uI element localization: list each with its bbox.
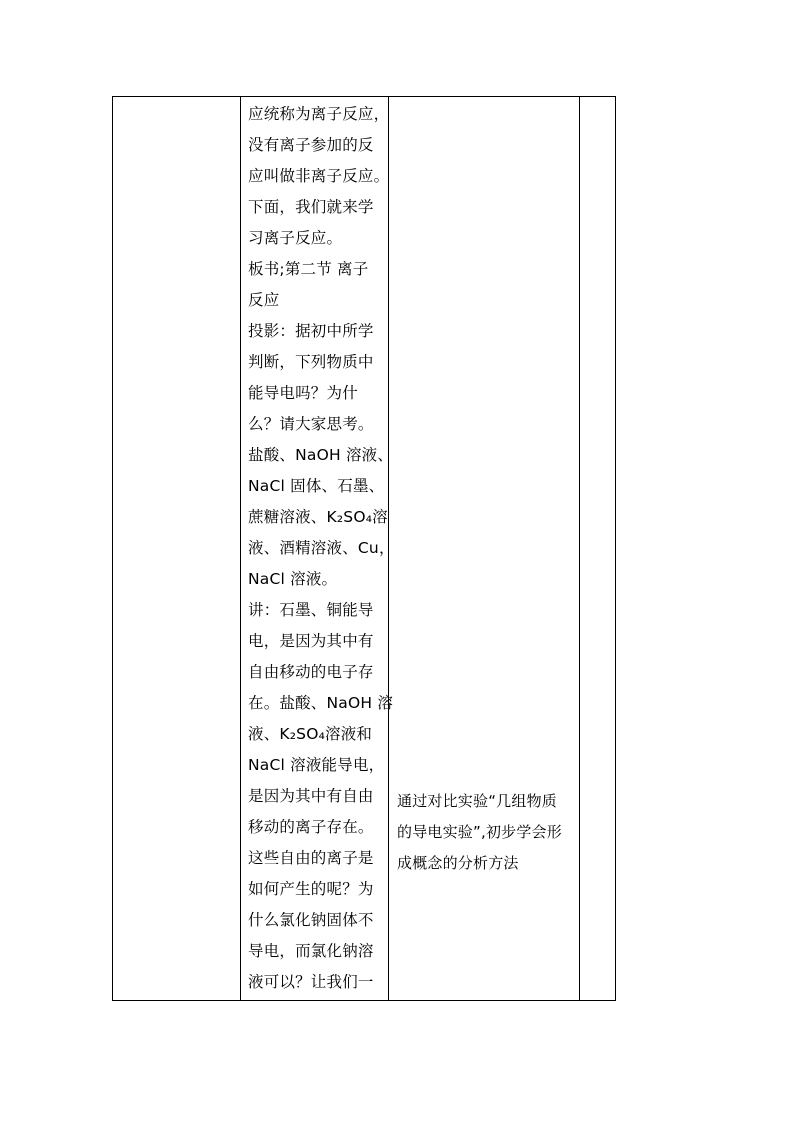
text-line: 液、K₂SO₄溶液和 xyxy=(248,725,373,743)
text-line: 这些自由的离子是 xyxy=(248,849,374,867)
text-line: 电，是因为其中有 xyxy=(248,632,374,650)
text-line: NaCl 溶液。 xyxy=(248,570,338,588)
design-intent-text xyxy=(397,786,562,879)
text-line: 如何产生的呢？为 xyxy=(248,880,374,898)
text-line: 成概念的分析方法 xyxy=(397,854,519,872)
text-line: 应统称为离子反应， xyxy=(248,105,390,123)
lesson-plan-table xyxy=(112,96,616,1001)
teaching-step-cell xyxy=(113,97,241,1001)
remarks-cell xyxy=(580,97,616,1001)
text-line: 板书;第二节 离子 xyxy=(248,260,369,278)
text-line: 投影：据初中所学 xyxy=(248,322,374,340)
text-line: 是因为其中有自由 xyxy=(248,787,374,805)
teacher-activity-cell xyxy=(241,97,395,1001)
text-line: 蔗糖溶液、K₂SO₄溶 xyxy=(248,508,388,526)
design-intent-wrapper xyxy=(389,97,579,1000)
text-line: 判断，下列物质中 xyxy=(248,353,374,371)
text-line: 盐酸、NaOH 溶液、 xyxy=(248,446,394,464)
teacher-activity-text xyxy=(241,97,395,998)
text-line: 没有离子参加的反 xyxy=(248,136,374,154)
text-line: 在。盐酸、NaOH 溶 xyxy=(248,694,394,712)
design-intent-cell xyxy=(389,97,580,1001)
text-line: NaCl 固体、石墨、 xyxy=(248,477,385,495)
text-line: 么？请大家思考。 xyxy=(248,415,374,433)
text-line: 液可以？让我们一 xyxy=(248,973,374,991)
text-line: 液、酒精溶液、Cu， xyxy=(248,539,395,557)
text-line: 习离子反应。 xyxy=(248,229,343,247)
text-line: NaCl 溶液能导电， xyxy=(248,756,385,774)
text-line: 应叫做非离子反应。 xyxy=(248,167,390,185)
text-line: 的导电实验”,初步学会形 xyxy=(397,823,562,841)
table-row xyxy=(113,97,616,1001)
text-line: 能导电吗？为什 xyxy=(248,384,358,402)
text-line: 通过对比实验“几组物质 xyxy=(397,792,557,810)
text-line: 什么氯化钠固体不 xyxy=(248,911,374,929)
text-line: 自由移动的电子存 xyxy=(248,663,374,681)
text-line: 讲：石墨、铜能导 xyxy=(248,601,374,619)
text-line: 导电，而氯化钠溶 xyxy=(248,942,374,960)
text-line: 移动的离子存在。 xyxy=(248,818,374,836)
text-line: 反应 xyxy=(248,291,280,309)
text-line: 下面，我们就来学 xyxy=(248,198,374,216)
